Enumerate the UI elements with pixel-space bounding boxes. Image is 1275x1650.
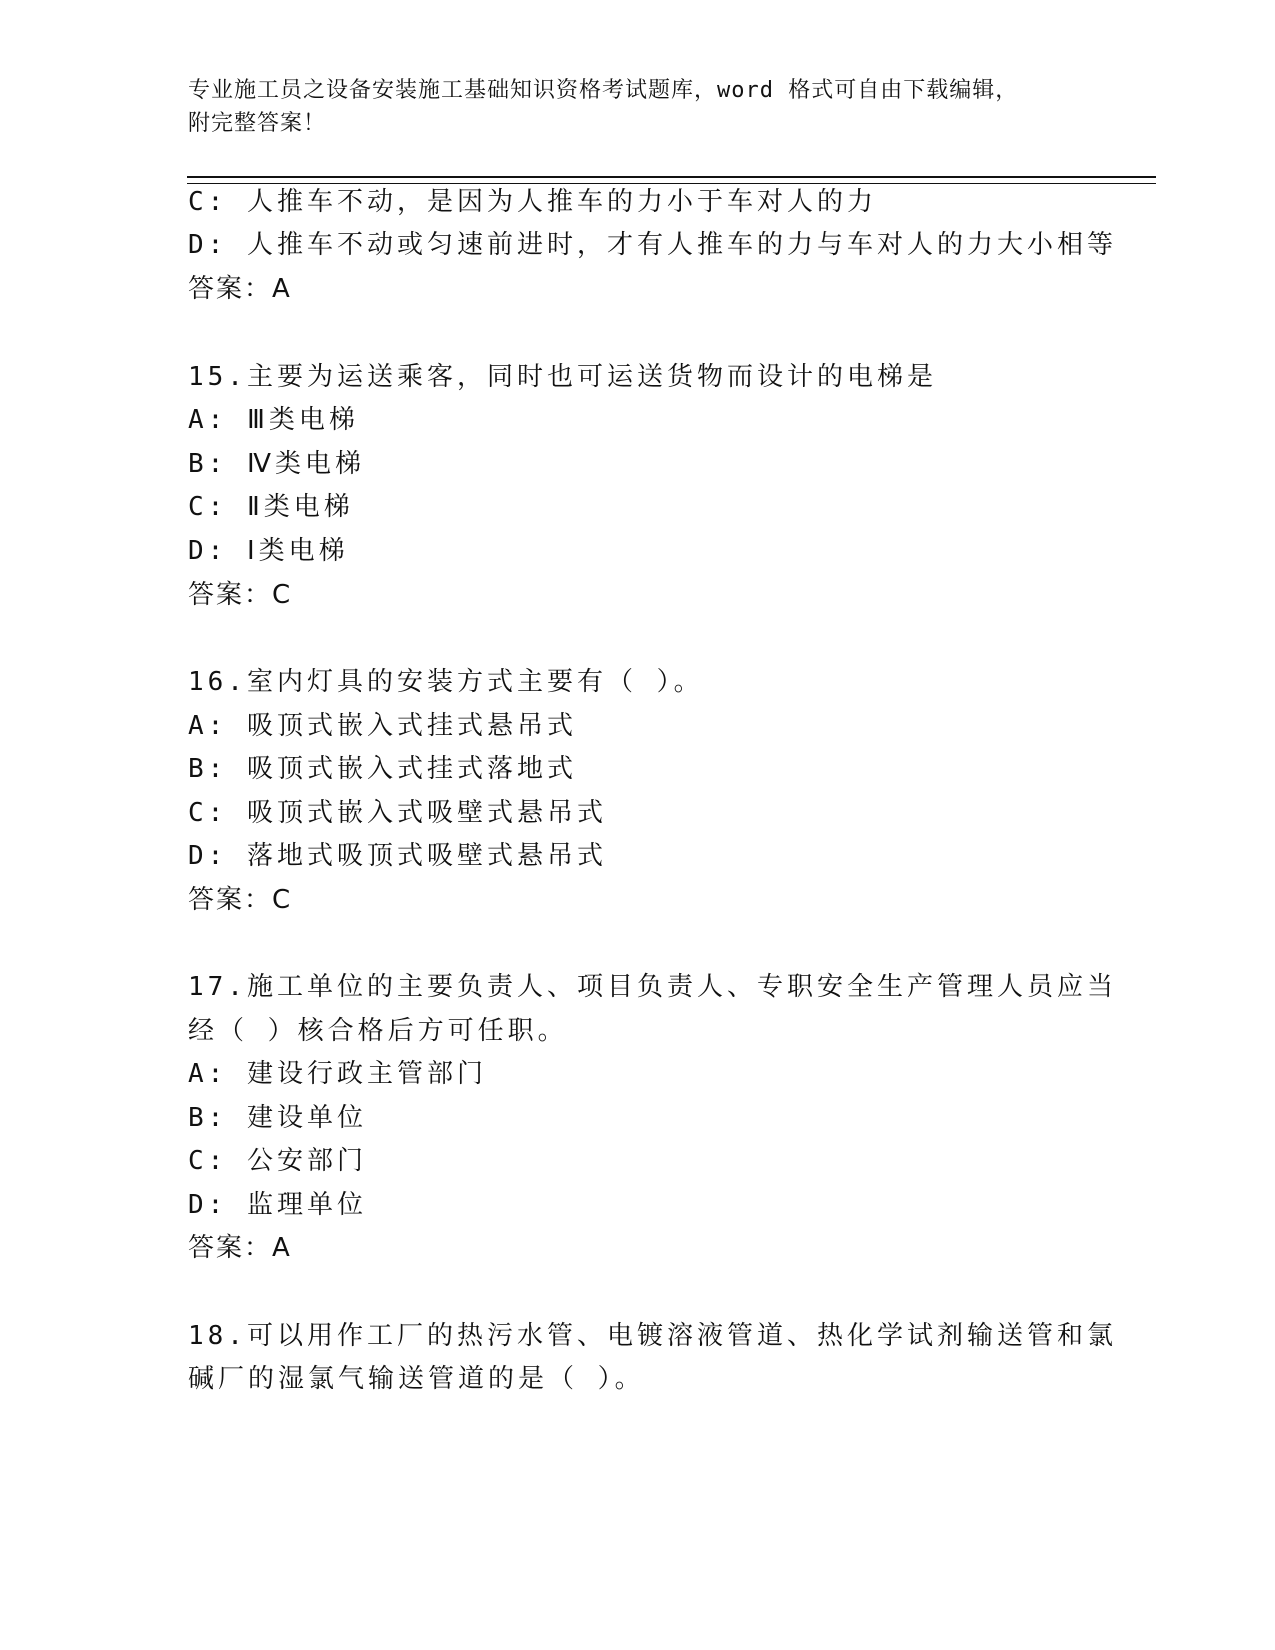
q18-stem-line-2: 碱厂的湿氯气输送管道的是（ ）。 — [188, 1364, 645, 1394]
q15-option-d: D: Ⅰ类电梯 — [188, 536, 349, 566]
q16-option-b: B: 吸顶式嵌入式挂式落地式 — [188, 754, 577, 784]
q16-option-c: C: 吸顶式嵌入式吸壁式悬吊式 — [188, 798, 607, 828]
q15-option-b: B: Ⅳ类电梯 — [188, 449, 365, 479]
q14-option-d: D: 人推车不动或匀速前进时，才有人推车的力与车对人的力大小相等 — [188, 230, 1117, 260]
q18-stem-line-1: 18.可以用作工厂的热污水管、电镀溶液管道、热化学试剂输送管和氯 — [188, 1321, 1117, 1351]
q16-answer: 答案：C — [188, 885, 293, 915]
q15-option-c: C: Ⅱ类电梯 — [188, 492, 354, 522]
q14-option-c: C: 人推车不动，是因为人推车的力小于车对人的力 — [188, 187, 877, 217]
q14-answer: 答案：A — [188, 274, 292, 304]
document-header — [188, 74, 1088, 140]
q16-option-d: D: 落地式吸顶式吸壁式悬吊式 — [188, 841, 607, 871]
q17-stem-line-2: 经（ ）核合格后方可任职。 — [188, 1016, 568, 1046]
q17-option-b: B: 建设单位 — [188, 1103, 367, 1133]
header-divider-thin — [187, 183, 1156, 184]
q15-option-a: A: Ⅲ类电梯 — [188, 405, 359, 435]
header-line-1: 专业施工员之设备安装施工基础知识资格考试题库，word 格式可自由下载编辑， — [188, 78, 1019, 103]
q17-stem-line-1: 17.施工单位的主要负责人、项目负责人、专职安全生产管理人员应当 — [188, 972, 1117, 1002]
q17-option-c: C: 公安部门 — [188, 1146, 367, 1176]
q15-answer: 答案：C — [188, 580, 293, 610]
q16-option-a: A: 吸顶式嵌入式挂式悬吊式 — [188, 711, 577, 741]
q15-stem: 15.主要为运送乘客，同时也可运送货物而设计的电梯是 — [188, 362, 937, 392]
header-line-2: 附完整答案！ — [188, 111, 327, 136]
header-divider-thick — [187, 176, 1156, 178]
q17-option-d: D: 监理单位 — [188, 1190, 367, 1220]
q17-option-a: A: 建设行政主管部门 — [188, 1059, 487, 1089]
q16-stem: 16.室内灯具的安装方式主要有（ ）。 — [188, 667, 704, 697]
q17-answer: 答案：A — [188, 1233, 292, 1263]
